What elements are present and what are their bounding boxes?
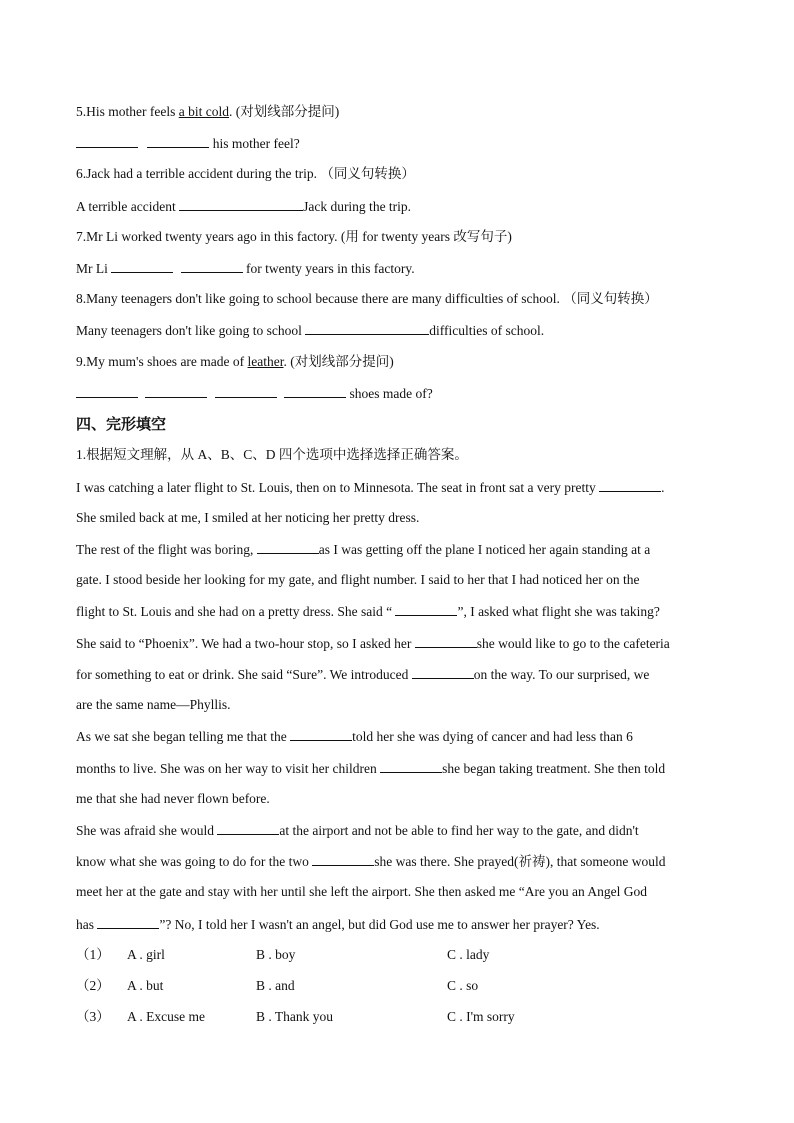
q9-text-post: . (对划线部分提问)	[283, 354, 394, 369]
passage-text: as I was getting off the plane I noticed her again standing at a	[318, 542, 651, 557]
q9-answer-tail: shoes made of?	[346, 386, 433, 401]
option-a[interactable]: A . girl	[127, 947, 165, 962]
passage-text: on the way. To our surprised, we	[473, 667, 650, 682]
cloze-blank[interactable]	[257, 539, 319, 554]
q5-text-post: . (对划线部分提问)	[228, 104, 340, 119]
option-b[interactable]: B . and	[256, 978, 295, 993]
q9-text-pre: 9.My mum's shoes are made of	[76, 354, 248, 369]
passage-text: As we sat she began telling me that the	[76, 729, 291, 744]
option-row	[76, 976, 726, 996]
passage-line: She smiled back at me, I smiled at her noticing her pretty dress.	[76, 510, 420, 525]
passage-text: .	[661, 480, 665, 495]
passage-line	[76, 477, 726, 498]
passage-line	[76, 539, 726, 560]
q8-answer-post: difficulties of school.	[429, 323, 545, 338]
option-a[interactable]: A . but	[127, 978, 164, 993]
option-a[interactable]: A . Excuse me	[127, 1009, 205, 1024]
passage-line	[76, 601, 726, 622]
passage-text: for something to eat or drink. She said “Sure”. We introduced	[76, 667, 412, 682]
answer-blank[interactable]	[111, 258, 173, 273]
answer-blank[interactable]	[215, 383, 277, 398]
answer-8	[76, 320, 726, 341]
section-instruction: 1.根据短文理解，从 A、B、C、D 四个选项中选择选择正确答案。	[76, 447, 468, 462]
passage-text: has	[76, 917, 98, 932]
q7-answer-post: for twenty years in this factory.	[242, 261, 415, 276]
passage-line: gate. I stood beside her looking for my gate, and flight number. I said to her that I had noticed her on the	[76, 572, 640, 587]
passage-line	[76, 633, 726, 654]
passage-line	[76, 726, 726, 747]
passage-line: me that she had never flown before.	[76, 791, 270, 806]
option-c[interactable]: C . I'm sorry	[447, 1009, 515, 1024]
passage-text: at the airport and not be able to find her way to the gate, and didn't	[279, 823, 639, 838]
answer-7	[76, 258, 726, 279]
passage-line	[76, 914, 726, 935]
passage-text: She said to “Phoenix”. We had a two-hour stop, so I asked her	[76, 636, 415, 651]
q6-answer-pre: A terrible accident	[76, 199, 180, 214]
passage-text: The rest of the flight was boring,	[76, 542, 257, 557]
passage-text: ”, I asked what flight she was taking?	[457, 604, 660, 619]
option-number: （1）	[76, 947, 110, 962]
option-c[interactable]: C . lady	[447, 947, 490, 962]
option-b[interactable]: B . Thank you	[256, 1009, 333, 1024]
passage-text: she would like to go to the cafeteria	[476, 636, 670, 651]
cloze-blank[interactable]	[380, 758, 442, 773]
passage-text: she began taking treatment. She then told	[442, 761, 666, 776]
answer-5	[76, 133, 726, 154]
option-row	[76, 945, 726, 965]
passage-text: she was there. She prayed(祈祷), that someone would	[374, 854, 666, 869]
cloze-blank[interactable]	[599, 477, 661, 492]
answer-6	[76, 196, 726, 217]
answer-blank[interactable]	[305, 320, 429, 335]
q6-answer-post: Jack during the trip.	[303, 199, 412, 214]
q9-underlined-text: leather	[247, 354, 284, 369]
option-number: （3）	[76, 1009, 110, 1024]
cloze-blank[interactable]	[312, 851, 374, 866]
q7-answer-pre: Mr Li	[76, 261, 112, 276]
cloze-blank[interactable]	[412, 664, 474, 679]
question-9	[76, 352, 726, 372]
passage-text: She was afraid she would	[76, 823, 218, 838]
cloze-blank[interactable]	[290, 726, 352, 741]
cloze-blank[interactable]	[395, 601, 457, 616]
passage-line	[76, 664, 726, 685]
cloze-blank[interactable]	[97, 914, 159, 929]
cloze-blank[interactable]	[415, 633, 477, 648]
answer-blank[interactable]	[147, 133, 209, 148]
section-title: 四、完形填空	[76, 415, 167, 433]
passage-line: are the same name—Phyllis.	[76, 697, 231, 712]
passage-line	[76, 851, 726, 872]
answer-9	[76, 383, 726, 404]
answer-blank[interactable]	[284, 383, 346, 398]
q8-answer-pre: Many teenagers don't like going to school	[76, 323, 306, 338]
question-8: 8.Many teenagers don't like going to school because there are many difficulties of school. （同义句转换）	[76, 291, 658, 306]
answer-blank[interactable]	[179, 196, 303, 211]
answer-blank[interactable]	[76, 133, 138, 148]
option-number: （2）	[76, 978, 110, 993]
passage-text: told her she was dying of cancer and had less than 6	[352, 729, 633, 744]
option-row	[76, 1007, 726, 1027]
passage-text: flight to St. Louis and she had on a pretty dress. She said “	[76, 604, 396, 619]
q5-underlined-text: a bit cold	[178, 104, 229, 119]
q5-answer-tail: his mother feel?	[209, 136, 300, 151]
passage-text: I was catching a later flight to St. Louis, then on to Minnesota. The seat in front sat a very pretty	[76, 480, 600, 495]
option-b[interactable]: B . boy	[256, 947, 296, 962]
passage-text: months to live. She was on her way to visit her children	[76, 761, 381, 776]
answer-blank[interactable]	[145, 383, 207, 398]
question-6: 6.Jack had a terrible accident during the trip. （同义句转换）	[76, 166, 415, 181]
question-5	[76, 102, 726, 122]
question-7: 7.Mr Li worked twenty years ago in this factory. (用 for twenty years 改写句子)	[76, 229, 512, 244]
answer-blank[interactable]	[181, 258, 243, 273]
option-c[interactable]: C . so	[447, 978, 479, 993]
passage-line: meet her at the gate and stay with her until she left the airport. She then asked me “Are you an Angel God	[76, 884, 647, 899]
cloze-blank[interactable]	[217, 820, 279, 835]
passage-text: ”? No, I told her I wasn't an angel, but did God use me to answer her prayer? Yes.	[159, 917, 600, 932]
q5-text-pre: 5.His mother feels	[76, 104, 179, 119]
answer-blank[interactable]	[76, 383, 138, 398]
passage-text: know what she was going to do for the two	[76, 854, 313, 869]
passage-line	[76, 820, 726, 841]
passage-line	[76, 758, 726, 779]
